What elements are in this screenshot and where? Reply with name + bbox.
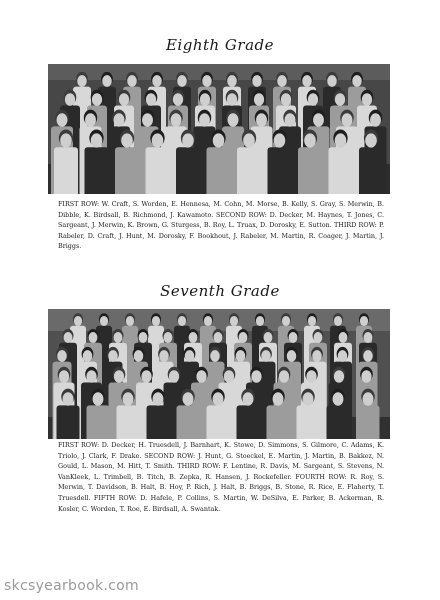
seventh-grade-heading: Seventh Grade [160, 282, 280, 300]
seventh-grade-caption: FIRST ROW: D. Decker, H. Truesdell, J. Barnhart, K. Stowe, D. Simmons, S. Gilmore, C. Adams, K. Triolo, J. Clark, F. Drake. SECOND ROW: J. Hunt, G. Stoeckel, E. Martin, J. Martin, B. Bakkez, N. Gould, L. Mason, M. Hitt, T. Smith. THIRD ROW: F. Lentine, R. Davis, M. Sargeant, S. Stevens, N. VanKleek, L. Trimbell, B. Titch, B. Zepka, R. Hansen, J. Rockefeller. FOURTH ROW: R. Roy, S. Merwin, T. Davidson, B. Halt, B. Hoy, P. Rich, J. Halt, B. Briggs, B. Stone, R. Rice, E. Flaherty, T. Truesdell. FIFTH ROW: D. Hafele, P. Collins, S. Martin, W. DeSilva, E. Parker, B. Ackerman, R. Kosler, C. Worden, T. Roe, E. Birdsall, A. Swantak. [58, 441, 384, 513]
class-photo-image [48, 309, 390, 439]
eighth-grade-caption: FIRST ROW: W. Craft, S. Worden, E. Hennesa, M. Cohn, M. Morse, B. Kelly, S. Gray, S. Merwin, B. Dibble, K. Birdsall, B. Richmond, J. Kawamoto. SECOND ROW: D. Decker, M. Haynes, T. Jones, C. Sargeant, J. Merwin, K. Brown, G. Sturgess, B. Roy, L. Truax, D. Dorosky, E. Sutton. THIRD ROW: P. Rabeler, D. Craft, J. Hunt, M. Dorosky, F. Bookhout, J. Rabeler, M. Martin, R. Coager, J. Martin, J. Briggs. [58, 200, 384, 251]
class-photo-image [48, 64, 390, 194]
eighth-grade-heading: Eighth Grade [165, 36, 275, 54]
seventh-grade-class-photo [48, 309, 390, 439]
site-watermark: skcsyearbook.com [4, 578, 139, 594]
eighth-grade-class-photo [48, 64, 390, 194]
